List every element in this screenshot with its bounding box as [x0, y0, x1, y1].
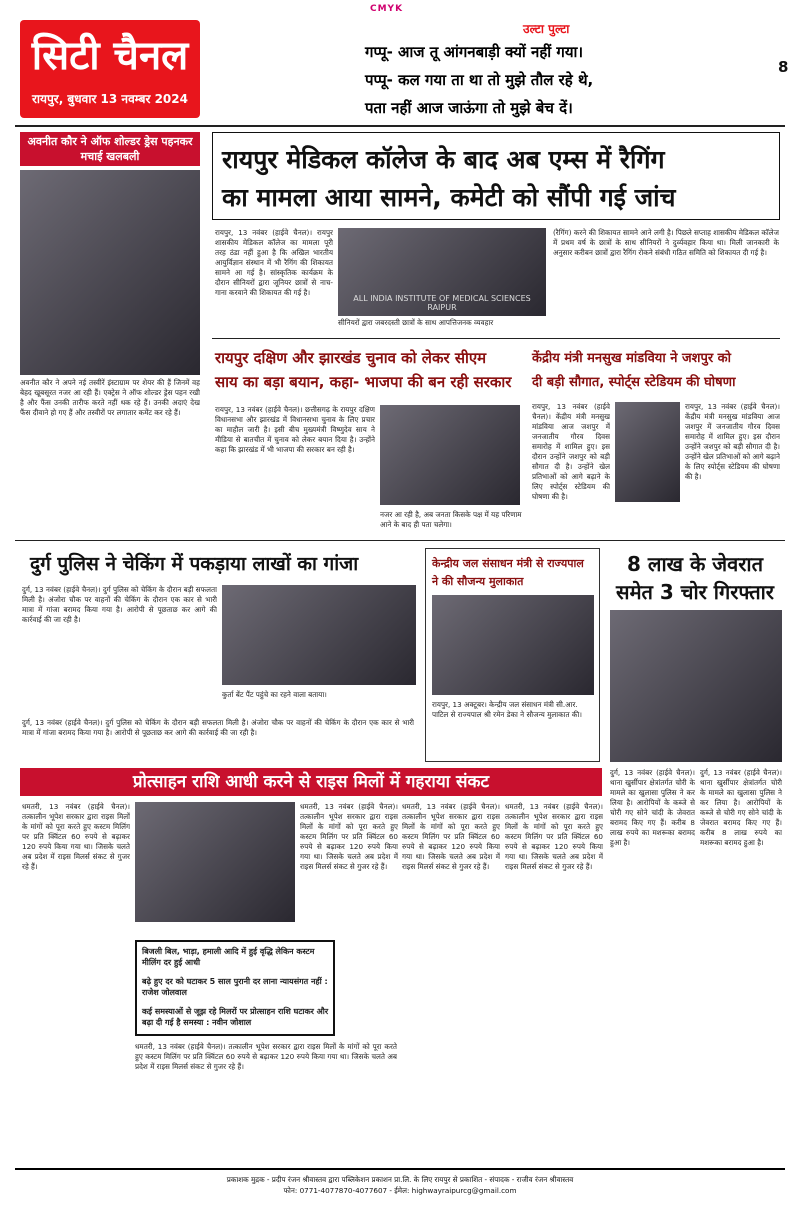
union-caption: रायपुर, 13 अक्टूबर। केन्द्रीय जल संसाधन मंत्री सी.आर. पाटिल से राज्यपाल श्री रमेन डेका ने सौजन्य मुलाकात की।: [432, 700, 582, 719]
footer-line-2: फोन: 0771-4077870-4077607 - ईमेल: highwayraipurcg@gmail.com: [283, 1186, 517, 1195]
mandaviya-headline-1: केंद्रीय मंत्री मनसुख मांडविया ने जशपुर को: [532, 351, 732, 366]
cm-body: रायपुर, 13 नवंबर (हाईवे चैनल)। छत्तीसगढ़ के रायपुर दक्षिण विधानसभा और झारखंड में विधानसभा चुनाव के लिए प्रचार का माहौल जारी है। इसी बीच मुख्यमंत्री विष्णुदेव साय ने मीडिया से बातचीत में चुनाव को लेकर बयान दिया है। उन्होंने कहा कि झारखंड में भी भाजपा की सरकार बन रही है।: [215, 405, 375, 454]
jewels-body-1: दुर्ग, 13 नवंबर (हाईवे चैनल)। थाना खुर्सीपार क्षेत्रांतर्गत चोरी के मामले का खुलासा पुलिस ने कर लिया है। आरोपियों के कब्जे से चोरी गए सोने चांदी के जेवरात बरामद किए गए हैं। करीब 8 लाख रुपये का मशरूका बरामद हुआ है।: [610, 768, 695, 847]
rice-quote-1: बिजली बिल, भाड़ा, हमाली आदि में हुई वृद्धि लेकिन कस्टम मीलिंग दर हुई आधी: [142, 947, 315, 967]
ragging-body-1: रायपुर, 13 नवंबर (हाईवे चैनल)। रायपुर शासकीय मेडिकल कॉलेज का मामला पूरी तरह ठंडा नहीं हुआ है कि अखिल भारतीय आयुर्विज्ञान संस्थान में भी रैगिंग की शिकायत सामने आ गई है। सांस्कृतिक कार्यक्रम के दौरान सीनियरों द्वारा जूनियर छात्रों से नाच-गाना करवाने की शिकायत की गई है।: [215, 228, 333, 297]
mandaviya-body: रायपुर, 13 नवंबर (हाईवे चैनल)। केंद्रीय मंत्री मनसुख मांडविया आज जशपुर में जनजातीय गौरव दिवस समारोह में शामिल हुए। इस दौरान उन्होंने जशपुर को बड़ी सौगात दी है। उन्होंने खेल प्रतिभाओं को आगे बढ़ाने के लिए स्पोर्ट्स स्टेडियम की घोषणा की है।: [532, 402, 610, 501]
footer-line-1: प्रकाशक मुद्रक - प्रदीप रंजन श्रीवास्तव द्वारा पब्लिकेशन प्रकाशन प्रा.लि. के लिए रायपुर से प्रकाशित - संपादक - राजीव रंजन श्रीवास्तव: [226, 1175, 574, 1184]
ragging-photo-label: ALL INDIA INSTITUTE OF MEDICAL SCIENCES RAIPUR: [353, 294, 531, 312]
masthead-title: सिटी चैनल: [31, 32, 189, 79]
union-photo: [432, 595, 594, 695]
mandaviya-photo: [615, 402, 680, 502]
cm-photo: [380, 405, 520, 505]
ragging-body-2: (रैगिंग) करने की शिकायत सामने आने लगी है। पिछले सप्ताह शासकीय मेडिकल कॉलेज में प्रथम वर्ष के छात्रों के साथ सीनियरों ने दुर्व्यवहार किया था। मिली जानकारी के अनुसार करीबन छात्रों द्वारा रैगिंग रोकने संबंधी गठित समिति को शिकायत दी गई है।: [553, 228, 779, 257]
rice-body-3: धमतरी, 13 नवंबर (हाईवे चैनल)। तत्कालीन भूपेश सरकार द्वारा राइस मिलों के मांगों को पूरा करते हुए कस्टम मिलिंग पर प्रति क्विंटल 60 रुपये से बढ़ाकर 120 रुपये किया गया था। जिसके चलते अब प्रदेश में राइस मिलर्स संकट से गुजर रहे हैं।: [135, 1042, 397, 1071]
avneet-photo: [20, 170, 200, 375]
rice-quote-3: कई समस्याओं से जूझ रहे मिलरों पर प्रोत्साहन राशि घटाकर और बढ़ा दी गई है समस्या : नवीन जोशाल: [142, 1007, 329, 1027]
joke-line-2: पप्पू- कल गया ता था तो मुझे तौल रहे थे,: [365, 71, 594, 89]
jewels-photo: [610, 610, 782, 762]
ulta-pulta-label: उल्टा पुल्टा: [523, 22, 570, 36]
avneet-headline: अवनीत कौर ने ऑफ शोल्डर ड्रेस पहनकर मचाई खलबली: [20, 132, 200, 166]
rice-body-1: धमतरी, 13 नवंबर (हाईवे चैनल)। तत्कालीन भूपेश सरकार द्वारा राइस मिलों के मांगों को पूरा करते हुए कस्टम मिलिंग पर प्रति क्विंटल 60 रुपये से बढ़ाकर 120 रुपये किया गया था। जिसके चलते अब प्रदेश में राइस मिलर्स संकट से गुजर रहे हैं।: [22, 802, 130, 871]
ragging-headline-1: रायपुर मेडिकल कॉलेज के बाद अब एम्स में रैगिंग: [222, 145, 665, 174]
jewels-body-2: दुर्ग, 13 नवंबर (हाईवे चैनल)। थाना खुर्सीपार क्षेत्रांतर्गत चोरी के मामले का खुलासा पुलिस ने कर लिया है। आरोपियों के कब्जे से चोरी गए सोने चांदी के जेवरात बरामद किए गए हैं। करीब 8 लाख रुपये का मशरूका बरामद हुआ है।: [700, 768, 782, 847]
ganja-headline: दुर्ग पुलिस ने चेकिंग में पकड़ाया लाखों का गांजा: [30, 553, 359, 575]
rice-body-2: धमतरी, 13 नवंबर (हाईवे चैनल)। तत्कालीन भूपेश सरकार द्वारा राइस मिलों के मांगों को पूरा करते हुए कस्टम मिलिंग पर प्रति क्विंटल 60 रुपये से बढ़ाकर 120 रुपये किया गया था। जिसके चलते अब प्रदेश में राइस मिलर्स संकट से गुजर रहे हैं।: [300, 802, 398, 871]
ganja-body-1: दुर्ग, 13 नवंबर (हाईवे चैनल)। दुर्ग पुलिस को चेकिंग के दौरान बड़ी सफलता मिली है। अंजोरा चौक पर वाहनों की चेकिंग के दौरान एक कार से भारी मात्रा में गांजा बरामद किया गया है। आरोपी से पूछताछ कर आगे की कार्रवाई की जा रही है।: [22, 585, 217, 624]
masthead-date: रायपुर, बुधवार 13 नवम्बर 2024: [32, 92, 188, 106]
masthead: [20, 20, 200, 118]
ragging-photo: [338, 228, 546, 316]
joke-line-1: गप्पू- आज तू आंगनबाड़ी क्यों नहीं गया।: [365, 43, 584, 61]
rice-quote-2: बढ़े हुए दर को घटाकर 5 साल पुरानी दर लाना न्यायसंगत नहीं : राजेश जोलवाल: [142, 977, 328, 997]
page-number: 8: [778, 58, 789, 76]
ganja-caption: कुर्ता बेंट पैंट पहुंचे का रहने वाला बताया।: [222, 690, 327, 699]
joke-line-3: पता नहीं आज जाऊंगा तो मुझे बेच दें।: [365, 99, 573, 117]
jewels-headline-1: 8 लाख के जेवरात: [627, 552, 763, 576]
avneet-body: अवनीत कौर ने अपने नई तस्वीरें इंस्टाग्राम पर शेयर की हैं जिनमें वह बेहद खूबसूरत नजर आ रही हैं। एक्ट्रेस ने ऑफ शोल्डर ड्रेस पहन रखी है और फैंस उनकी तारीफ करते नहीं थक रहे हैं। उनकी अदाएं देख फैंस दीवाने हो गए हैं और तस्वीरों पर लगातार कमेंट कर रहे हैं।: [20, 378, 200, 417]
cmyk-mark: CMYK: [370, 4, 404, 14]
footer: [15, 1168, 785, 1202]
rice-body-5: धमतरी, 13 नवंबर (हाईवे चैनल)। तत्कालीन भूपेश सरकार द्वारा राइस मिलों के मांगों को पूरा करते हुए कस्टम मिलिंग पर प्रति क्विंटल 60 रुपये से बढ़ाकर 120 रुपये किया गया था। जिसके चलते अब प्रदेश में राइस मिलर्स संकट से गुजर रहे हैं।: [505, 802, 603, 871]
union-headline-1: केन्द्रीय जल संसाधन मंत्री से राज्यपाल: [432, 557, 584, 570]
mandaviya-headline-2: दी बड़ी सौगात, स्पोर्ट्स स्टेडियम की घोषणा: [532, 375, 736, 390]
cm-headline-1: रायपुर दक्षिण और झारखंड चुनाव को लेकर सीएम: [215, 349, 487, 367]
divider: [15, 540, 785, 541]
cm-headline-2: साय का बड़ा बयान, कहा- भाजपा की बन रही सरकार: [215, 373, 512, 391]
mandaviya-body-2: रायपुर, 13 नवंबर (हाईवे चैनल)। केंद्रीय मंत्री मनसुख मांडविया आज जशपुर में जनजातीय गौरव दिवस समारोह में शामिल हुए। इस दौरान उन्होंने जशपुर को बड़ी सौगात दी है। उन्होंने खेल प्रतिभाओं को आगे बढ़ाने के लिए स्पोर्ट्स स्टेडियम की घोषणा की है।: [685, 402, 780, 481]
divider: [212, 338, 780, 339]
rice-headline: प्रोत्साहन राशि आधी करने से राइस मिलों में गहराया संकट: [20, 768, 602, 796]
ragging-caption: सीनियरों द्वारा जबरदस्ती छात्रों के साथ आपत्तिजनक व्यवहार: [338, 318, 494, 327]
rice-body-4: धमतरी, 13 नवंबर (हाईवे चैनल)। तत्कालीन भूपेश सरकार द्वारा राइस मिलों के मांगों को पूरा करते हुए कस्टम मिलिंग पर प्रति क्विंटल 60 रुपये से बढ़ाकर 120 रुपये किया गया था। जिसके चलते अब प्रदेश में राइस मिलर्स संकट से गुजर रहे हैं।: [402, 802, 500, 871]
rice-photo: [135, 802, 295, 922]
ragging-headline-2: का मामला आया सामने, कमेटी को सौंपी गई जांच: [222, 183, 676, 212]
ganja-body-2: दुर्ग, 13 नवंबर (हाईवे चैनल)। दुर्ग पुलिस को चेकिंग के दौरान बड़ी सफलता मिली है। अंजोरा चौक पर वाहनों की चेकिंग के दौरान एक कार से भारी मात्रा में गांजा बरामद किया गया है। आरोपी से पूछताछ कर आगे की कार्रवाई की जा रही है।: [22, 718, 414, 737]
union-headline-2: ने की सौजन्य मुलाकात: [432, 575, 524, 588]
cm-caption: नजर आ रही है, अब जनता किसके पक्ष में यह परिणाम आने के बाद ही पता चलेगा।: [380, 510, 522, 529]
ganja-photo: [222, 585, 416, 685]
ulta-pulta-box: [345, 20, 775, 120]
jewels-headline-2: समेत 3 चोर गिरफ्तार: [616, 580, 774, 604]
divider: [15, 125, 785, 127]
